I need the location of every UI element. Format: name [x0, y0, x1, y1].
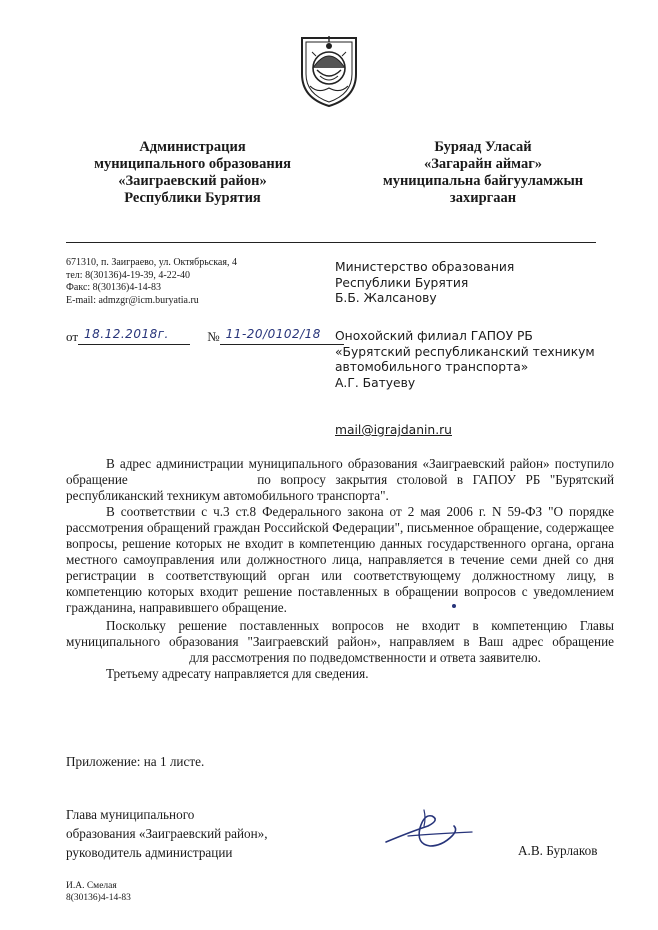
addressee-line: Б.Б. Жалсанову: [335, 291, 437, 305]
signer-name: А.В. Бурлаков: [518, 843, 598, 858]
addressee-college: [335, 329, 595, 391]
addressee-line: Республики Бурятия: [335, 275, 469, 290]
addressee-line: автомобильного транспорта»: [335, 360, 529, 374]
signature-title-line: руководитель администрации: [66, 845, 233, 860]
body-p1-start: В адрес администрации муниципального образования «Заиграевский район» поступило обращение: [66, 456, 614, 487]
handwritten-signature: [380, 806, 480, 854]
header-divider: [66, 242, 596, 243]
appendix-note: Приложение: на 1 листе.: [66, 754, 205, 769]
executor-name: И.А. Смелая: [66, 881, 117, 891]
date-prefix: от: [66, 329, 79, 344]
body-paragraph-3: [66, 618, 614, 666]
header-right-line: «Загарайн аймаг»: [423, 156, 543, 172]
header-left-line: «Заиграевский район»: [118, 173, 267, 189]
ink-dot: [452, 604, 456, 608]
handwritten-number: 11-20/0102/18: [225, 327, 321, 341]
contact-fax: Факс: 8(30136)4-14-83: [66, 282, 161, 293]
signature-block: [66, 805, 268, 862]
body-paragraph-1: [66, 456, 614, 504]
number-field: [220, 327, 344, 345]
body-paragraph-2: В соответствии с ч.3 ст.8 Федерального закона от 2 мая 2006 г. N 59-ФЗ "О порядке рассмотрения обращений граждан Российской Федерации", письменное обращение, содержащее вопросы, решение которых не входит в компетенцию данных государственного органа, органа местного самоуправления или должностного лица, направляется в течение семи дней со дня регистрации в соответствующий орган или соответствующему должностному лицу, в компетенцию которых входит решение поставленных в обращении вопросов с уведомлением гражданина, направившего обращение.: [66, 504, 614, 615]
registration-line: [66, 329, 344, 345]
contact-email: E-mail: admzgr@icm.buryatia.ru: [66, 294, 199, 306]
header-right-line: муниципальна байгууламжын: [382, 173, 584, 189]
body-paragraph-4: Третьему адресату направляется для сведения.: [106, 666, 369, 681]
signature-title-line: образования «Заиграевский район»,: [66, 826, 268, 841]
contact-info: [66, 257, 237, 307]
addressee-line: А.Г. Батуеву: [335, 375, 416, 390]
contact-phone: тел: 8(30136)4-19-39, 4-22-40: [66, 269, 191, 281]
header-right-org-name: [368, 139, 598, 207]
addressee-ministry: [335, 260, 514, 307]
header-left-line: Администрация: [139, 139, 246, 155]
handwritten-date: 18.12.2018г.: [84, 327, 169, 341]
header-left-line: муниципального образования: [94, 156, 291, 172]
coat-of-arms-emblem: [298, 32, 360, 108]
contact-address: 671310, п. Заиграево, ул. Октябрьская, 4: [66, 257, 237, 268]
body-p1-end: по вопросу закрытия столовой в ГАПОУ РБ "Бурятский республиканский техникум автомобильного транспорта".: [66, 472, 614, 503]
body-p3-end: для рассмотрения по подведомственности и ответа заявителю.: [189, 650, 541, 665]
date-field: [78, 327, 190, 345]
executor-info: [66, 880, 131, 904]
addressee-line: Министерство образования: [335, 260, 515, 274]
executor-phone: 8(30136)4-14-83: [66, 893, 131, 903]
header-right-line: захиргаан: [449, 190, 517, 206]
header-right-line: Буряад Уласай: [434, 139, 532, 155]
header-left-org-name: [80, 139, 305, 207]
signature-title-line: Глава муниципального: [66, 807, 195, 822]
number-prefix: №: [207, 329, 220, 344]
header-left-line: Республики Бурятия: [124, 190, 261, 206]
body-p3-start: Поскольку решение поставленных вопросов не входит в компетенцию Главы муниципального образования "Заиграевский район», направляем в Ваш адрес обращение: [66, 618, 614, 649]
addressee-email-link[interactable]: mail@igrajdanin.ru: [335, 423, 452, 437]
addressee-line: Онохойский филиал ГАПОУ РБ: [335, 329, 533, 343]
letter-body: [66, 456, 614, 682]
addressee-line: «Бурятский республиканский техникум: [335, 344, 595, 359]
